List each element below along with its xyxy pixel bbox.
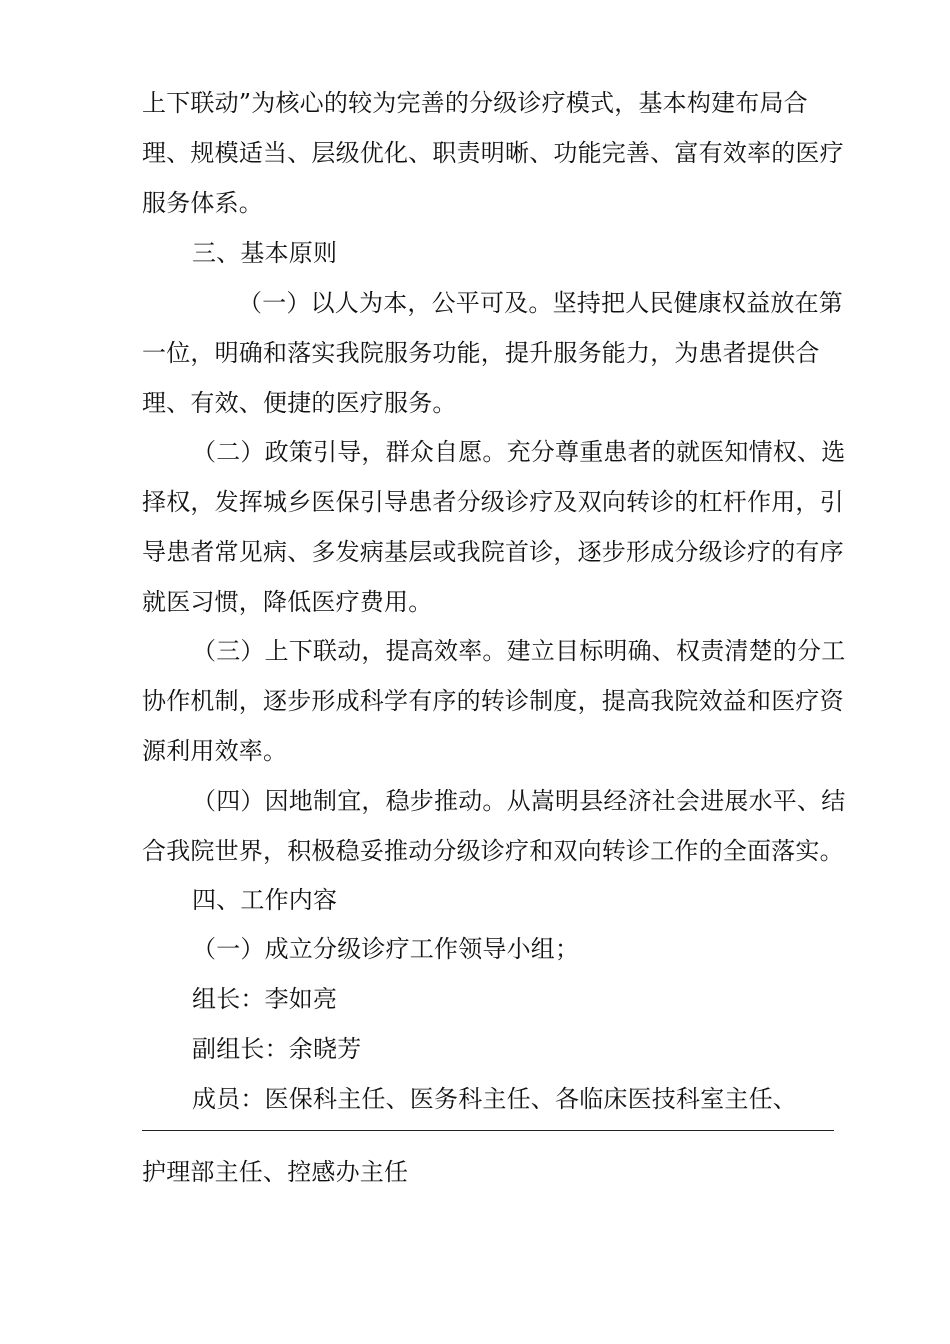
principle-line: 就医习惯，降低医疗费用。: [142, 588, 433, 616]
section-heading: 三、基本原则: [192, 239, 338, 267]
paragraph-line: 上下联动”为核心的较为完善的分级诊疗模式，基本构建布局合: [142, 89, 808, 117]
principle-line: （四）因地制宜，稳步推动。从嵩明县经济社会进展水平、结: [192, 787, 846, 815]
list-item: 组长：李如亮: [192, 985, 338, 1013]
list-item: （一）成立分级诊疗工作领导小组；: [192, 935, 580, 963]
footnote-divider: [142, 1130, 834, 1131]
footnote-text: 护理部主任、控感办主任: [142, 1158, 409, 1186]
section-heading: 四、工作内容: [192, 886, 338, 914]
principle-line: （二）政策引导，群众自愿。充分尊重患者的就医知情权、选: [192, 438, 846, 466]
principle-line: 合我院世界，积极稳妥推动分级诊疗和双向转诊工作的全面落实。: [142, 837, 844, 865]
paragraph-line: 理、规模适当、层级优化、职责明晰、功能完善、富有效率的医疗: [142, 139, 844, 167]
principle-line: （一）以人为本，公平可及。坚持把人民健康权益放在第: [238, 289, 843, 317]
principle-line: 导患者常见病、多发病基层或我院首诊，逐步形成分级诊疗的有序: [142, 538, 844, 566]
principle-line: （三）上下联动，提高效率。建立目标明确、权责清楚的分工: [192, 637, 846, 665]
principle-line: 理、有效、便捷的医疗服务。: [142, 389, 457, 417]
paragraph-line: 服务体系。: [142, 189, 263, 217]
principle-line: 择权，发挥城乡医保引导患者分级诊疗及双向转诊的杠杆作用，引: [142, 488, 844, 516]
list-item: 副组长：余晓芳: [192, 1035, 362, 1063]
list-item: 成员：医保科主任、医务科主任、各临床医技科室主任、: [192, 1085, 797, 1113]
principle-line: 源利用效率。: [142, 737, 288, 765]
principle-line: 协作机制，逐步形成科学有序的转诊制度，提高我院效益和医疗资: [142, 687, 844, 715]
principle-line: 一位，明确和落实我院服务功能，提升服务能力，为患者提供合: [142, 339, 820, 367]
